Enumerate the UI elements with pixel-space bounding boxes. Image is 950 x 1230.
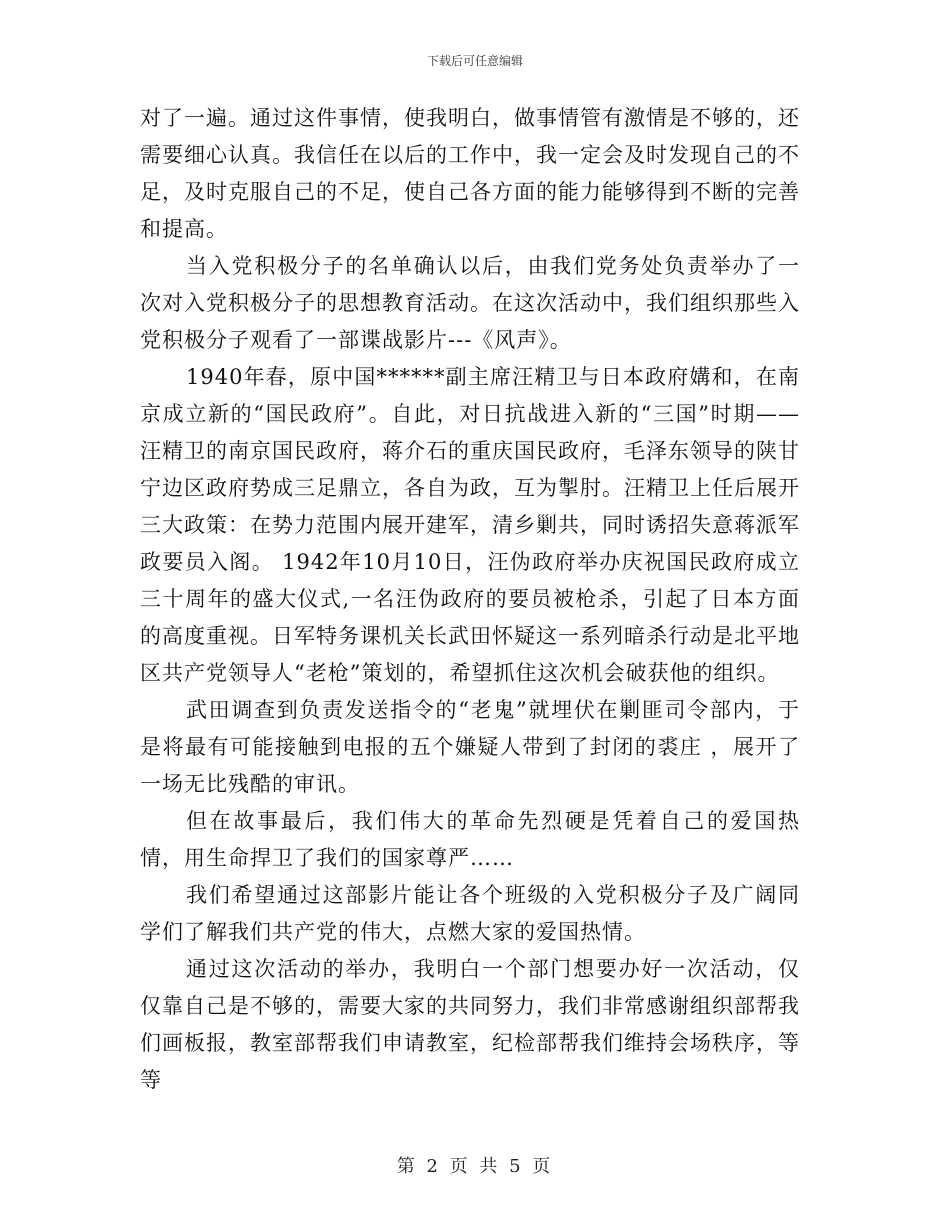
- paragraph-2: 当入党积极分子的名单确认以后，由我们党务处负责举办了一次对入党积极分子的思想教育活动。在这次活动中，我们组织那些入党积极分子观看了一部谍战影片---《风声》。: [140, 254, 800, 352]
- paragraph-6: 我们希望通过这部影片能让各个班级的入党积极分子及广阔同学们了解我们共产党的伟大，点燃大家的爱国热情。: [140, 883, 800, 944]
- paragraph-4: 武田调查到负责发送指令的“老鬼”就埋伏在剿匪司令部内，于是将最有可能接触到电报的五个嫌疑人带到了封闭的裘庄 ，展开了一场无比残酷的审讯。: [140, 698, 800, 796]
- paragraph-1: 对了一遍。通过这件事情，使我明白，做事情管有激情是不够的，还需要细心认真。我信任在以后的工作中，我一定会及时发现自己的不足，及时克服自己的不足，使自己各方面的能力能够得到不断的完善和提高。: [140, 106, 800, 241]
- paragraph-5: 但在故事最后，我们伟大的革命先烈硬是凭着自己的爱国热情，用生命捍卫了我们的国家尊严……: [140, 809, 800, 870]
- page-header: 下载后可任意编辑: [426, 54, 523, 68]
- paragraph-3: 1940年春，原中国******副主席汪精卫与日本政府媾和，在南京成立新的“国民政府”。自此，对日抗战进入新的“三国”时期——汪精卫的南京国民政府，蒋介石的重庆国民政府，毛泽东领导的陕甘宁边区政府势成三足鼎立，各自为政，互为掣肘。汪精卫上任后展开三大政策：在势力范围内展开建军，清乡剿共，同时诱招失意蒋派军政要员入阁。 1942年10月10日，汪伪政府举办庆祝国民政府成立三十周年的盛大仪式,一名汪伪政府的要员被枪杀，引起了日本方面的高度重视。日军特务课机关长武田怀疑这一系列暗杀行动是北平地区共产党领导人“老枪”策划的，希望抓住这次机会破获他的组织。: [140, 365, 800, 685]
- paragraph-7: 通过这次活动的举办，我明白一个部门想要办好一次活动，仅仅靠自己是不够的，需要大家的共同努力，我们非常感谢组织部帮我们画板报，教室部帮我们申请教室，纪检部帮我们维持会场秩序，等等: [140, 957, 800, 1092]
- document-body: [140, 100, 800, 1099]
- page-footer: 第 2 页 共 5 页: [396, 1156, 554, 1177]
